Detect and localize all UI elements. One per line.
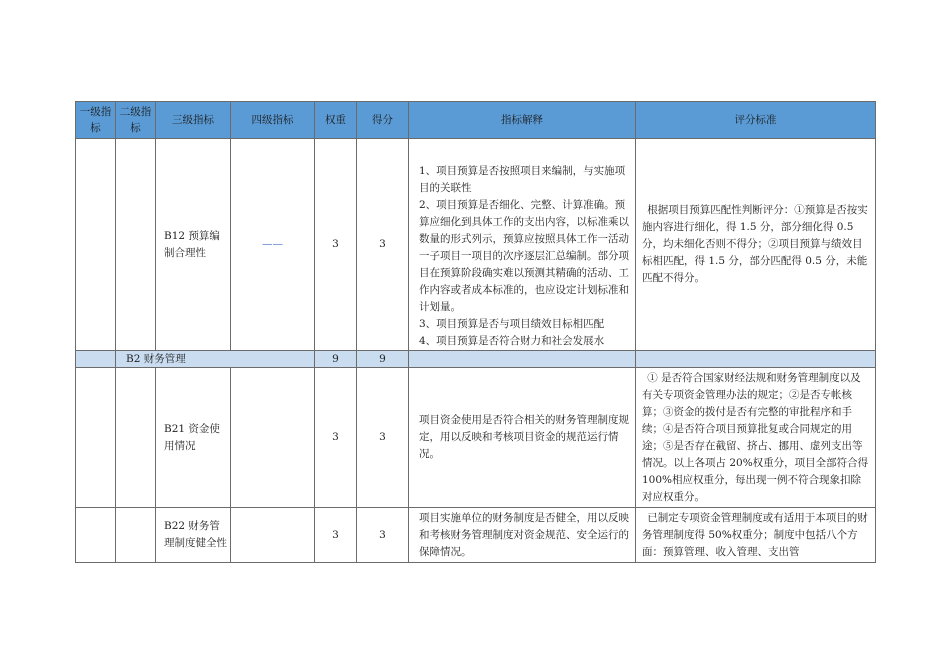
cell-weight-b21: 3: [315, 368, 357, 508]
header-standard: 评分标准: [636, 102, 876, 139]
cell-score-b22: 3: [357, 508, 409, 563]
cell-standard-b22: [636, 508, 876, 563]
cell-explanation-b22: [409, 508, 636, 563]
level4-dash: ——: [262, 238, 283, 250]
table-row-b21: [76, 368, 876, 508]
explanation-line-2: 2、项目预算是否细化、完整、计算准确。预算应细化到具体工作的支出内容，以标准乘以数量的形式列示，预算应按照具体工作一活动一子项目一项目的次序逐层汇总编制。部分项目在预算阶段确实难以预测其精确的活动、工作内容或者成本标准的，也应设定计划标准和计划量。: [419, 199, 629, 313]
cell-score-b21: 3: [357, 368, 409, 508]
cell-weight-b12: 3: [315, 139, 357, 351]
explanation-text: 项目资金使用是否符合相关的财务管理制度规定，用以反映和考核项目资金的规范运行情况。: [419, 414, 629, 460]
table-row-b2: [76, 351, 876, 368]
cell-standard-b2: [636, 351, 876, 368]
header-weight: 权重: [315, 102, 357, 139]
cell-level4-b21: [231, 368, 315, 508]
cell-score-b12: 3: [357, 139, 409, 351]
cell-level3-b22: [156, 508, 231, 563]
explanation-line-3: 3、项目预算是否与项目绩效目标相匹配: [419, 318, 605, 330]
level3-label: B22 财务管理制度健全性: [164, 520, 227, 549]
cell-level3-b21: [156, 368, 231, 508]
cell-standard-b12: [636, 139, 876, 351]
standard-clip: [642, 510, 871, 561]
cell-explanation-b12: [409, 139, 636, 351]
cell-level2: [116, 368, 156, 508]
level3-label: B21 资金使用情况: [164, 422, 220, 452]
cell-score-b2: 9: [357, 351, 409, 368]
explanation-list: [419, 139, 631, 350]
header-level3: 三级指标: [156, 102, 231, 139]
explanation-line-4: 4、项目预算是否符合财力和社会发展水: [419, 335, 605, 347]
standard-text: 根据项目预算匹配性判断评分：①预算是否按实施内容进行细化，得 1.5 分，部分细化得 0.5 分，均未细化否则不得分；②项目预算与绩效目标相匹配，得 1.5 分，部分匹配得 0.5 分，未能匹配不得分。: [642, 204, 868, 284]
indicator-table: [75, 101, 876, 563]
cell-level2: [116, 508, 156, 563]
cell-explanation-b2: [409, 351, 636, 368]
cell-level1: [76, 508, 116, 563]
header-score: 得分: [357, 102, 409, 139]
header-level1: 一级指标: [76, 102, 116, 139]
header-row: [76, 102, 876, 139]
cell-explanation-b21: [409, 368, 636, 508]
cell-level1: [76, 139, 116, 351]
cell-level3-b12: [156, 139, 231, 351]
standard-text: 已制定专项资金管理制度或有适用于本项目的财务管理制度得 50%权重分；制度中包括八个方面：预算管理、收入管理、支出管: [642, 511, 868, 558]
b2-label: B2 财务管理: [126, 353, 186, 365]
cell-level2: [116, 139, 156, 351]
explanation-line-1: 1、项目预算是否按照项目来编制，与实施项目的关联性: [419, 165, 626, 194]
cell-weight-b22: 3: [315, 508, 357, 563]
header-level4: 四级指标: [231, 102, 315, 139]
header-explanation: 指标解释: [409, 102, 636, 139]
cell-level1: [76, 368, 116, 508]
cell-b2-label: [116, 351, 315, 368]
header-level2: 二级指标: [116, 102, 156, 139]
table-row-b12: [76, 139, 876, 351]
level3-label: B12 预算编制合理性: [164, 229, 220, 259]
cell-level1: [76, 351, 116, 368]
cell-level4-b12: [231, 139, 315, 351]
cell-weight-b2: 9: [315, 351, 357, 368]
explanation-text: 项目实施单位的财务制度是否健全，用以反映和考核财务管理制度对资金规范、安全运行的保障情况。: [419, 511, 629, 558]
standard-text: ① 是否符合国家财经法规和财务管理制度以及有关专项资金管理办法的规定；②是否专帐核算；③资金的拨付是否有完整的审批程序和手续；④是否符合项目预算批复或合同规定的用途；⑤是否存在截留、挤占、挪用、虚列支出等情况。以上各项占 20%权重分，项目全部符合得 100%相应权重分，每出现一例不符合现象扣除对应权重分。: [642, 371, 869, 503]
table-row-b22: [76, 508, 876, 563]
cell-level4-b22: [231, 508, 315, 563]
cell-standard-b21: [636, 368, 876, 508]
